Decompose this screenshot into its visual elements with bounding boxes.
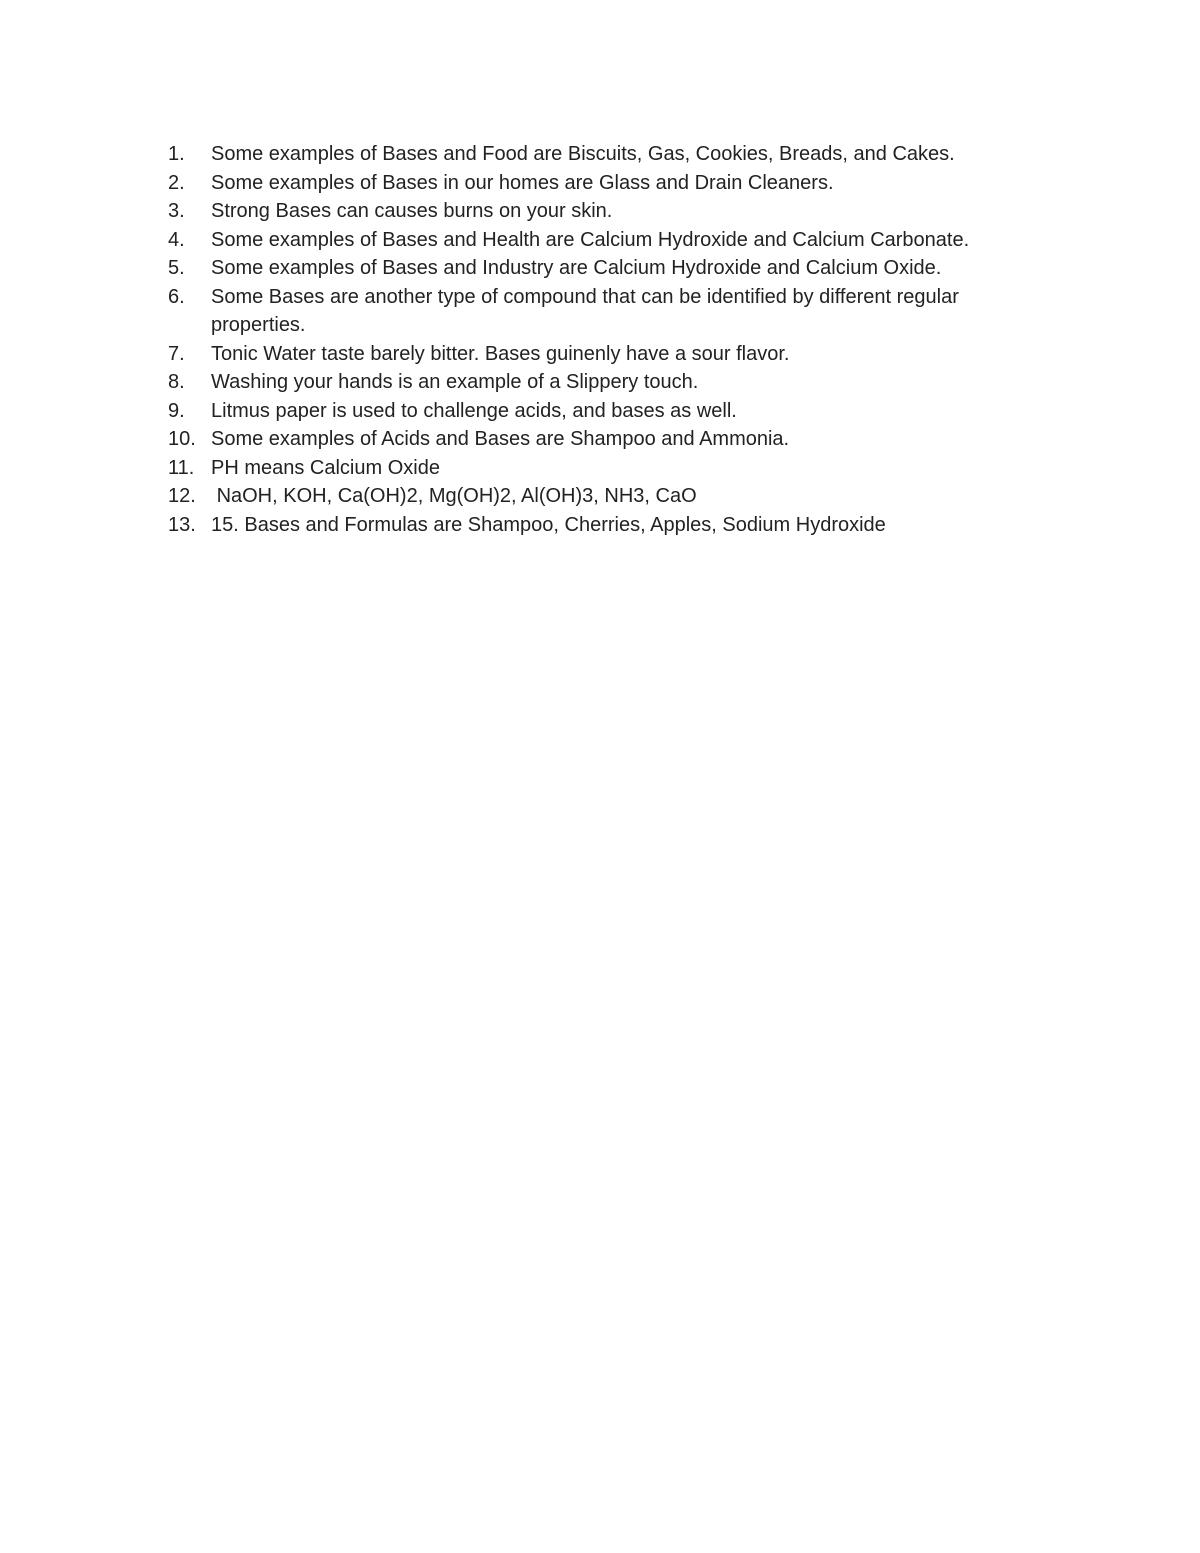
list-item-text: Some examples of Bases and Health are Calcium Hydroxide and Calcium Carbonate.: [211, 228, 970, 251]
list-item: [168, 454, 1048, 483]
list-item: [168, 511, 1048, 540]
list-item-number: 9.: [168, 399, 185, 422]
list-item-number: 7.: [168, 342, 185, 365]
list-item-number: 3.: [168, 200, 185, 222]
list-item-number: 4.: [168, 228, 185, 251]
list-item-text: PH means Calcium Oxide: [211, 456, 440, 479]
list-item-text: Some examples of Bases in our homes are Glass and Drain Cleaners.: [211, 171, 834, 194]
list-item-text: Strong Bases can causes burns on your skin.: [211, 200, 613, 222]
list-item-number: 5.: [168, 257, 185, 279]
list-item: [168, 397, 1048, 426]
list-item-text: Some examples of Bases and Industry are Calcium Hydroxide and Calcium Oxide.: [211, 257, 942, 279]
list-item-number: 13.: [168, 513, 196, 536]
list-item-text: 15. Bases and Formulas are Shampoo, Cherries, Apples, Sodium Hydroxide: [211, 513, 886, 536]
list-item: [168, 140, 1048, 169]
list-item-text: NaOH, KOH, Ca(OH)2, Mg(OH)2, Al(OH)3, NH3, CaO: [211, 485, 697, 507]
list-item-text: Litmus paper is used to challenge acids, and bases as well.: [211, 399, 737, 422]
list-item: [168, 197, 1048, 226]
list-item: [168, 254, 1048, 283]
list-item-number: 1.: [168, 143, 185, 165]
list-item: [168, 425, 1048, 454]
list-item: [168, 340, 1048, 369]
numbered-list: [168, 140, 1048, 539]
list-item-number: 6.: [168, 285, 185, 308]
list-item-text: Some examples of Acids and Bases are Shampoo and Ammonia.: [211, 428, 790, 450]
list-item: [168, 283, 1048, 340]
list-item-number: 2.: [168, 171, 185, 194]
list-item: [168, 368, 1048, 397]
list-item: [168, 169, 1048, 198]
list-item: [168, 226, 1048, 255]
list-item-text: Washing your hands is an example of a Slippery touch.: [211, 371, 699, 393]
list-item-number: 8.: [168, 371, 185, 393]
list-item-text: Tonic Water taste barely bitter. Bases guinenly have a sour flavor.: [211, 342, 790, 365]
list-item-number: 12.: [168, 485, 196, 507]
list-item-number: 10.: [168, 428, 196, 450]
list-item: [168, 482, 1048, 511]
list-item-text: Some Bases are another type of compound that can be identified by different regular properties.: [211, 285, 965, 336]
list-item-text: Some examples of Bases and Food are Biscuits, Gas, Cookies, Breads, and Cakes.: [211, 143, 955, 165]
list-item-number: 11.: [168, 456, 195, 479]
